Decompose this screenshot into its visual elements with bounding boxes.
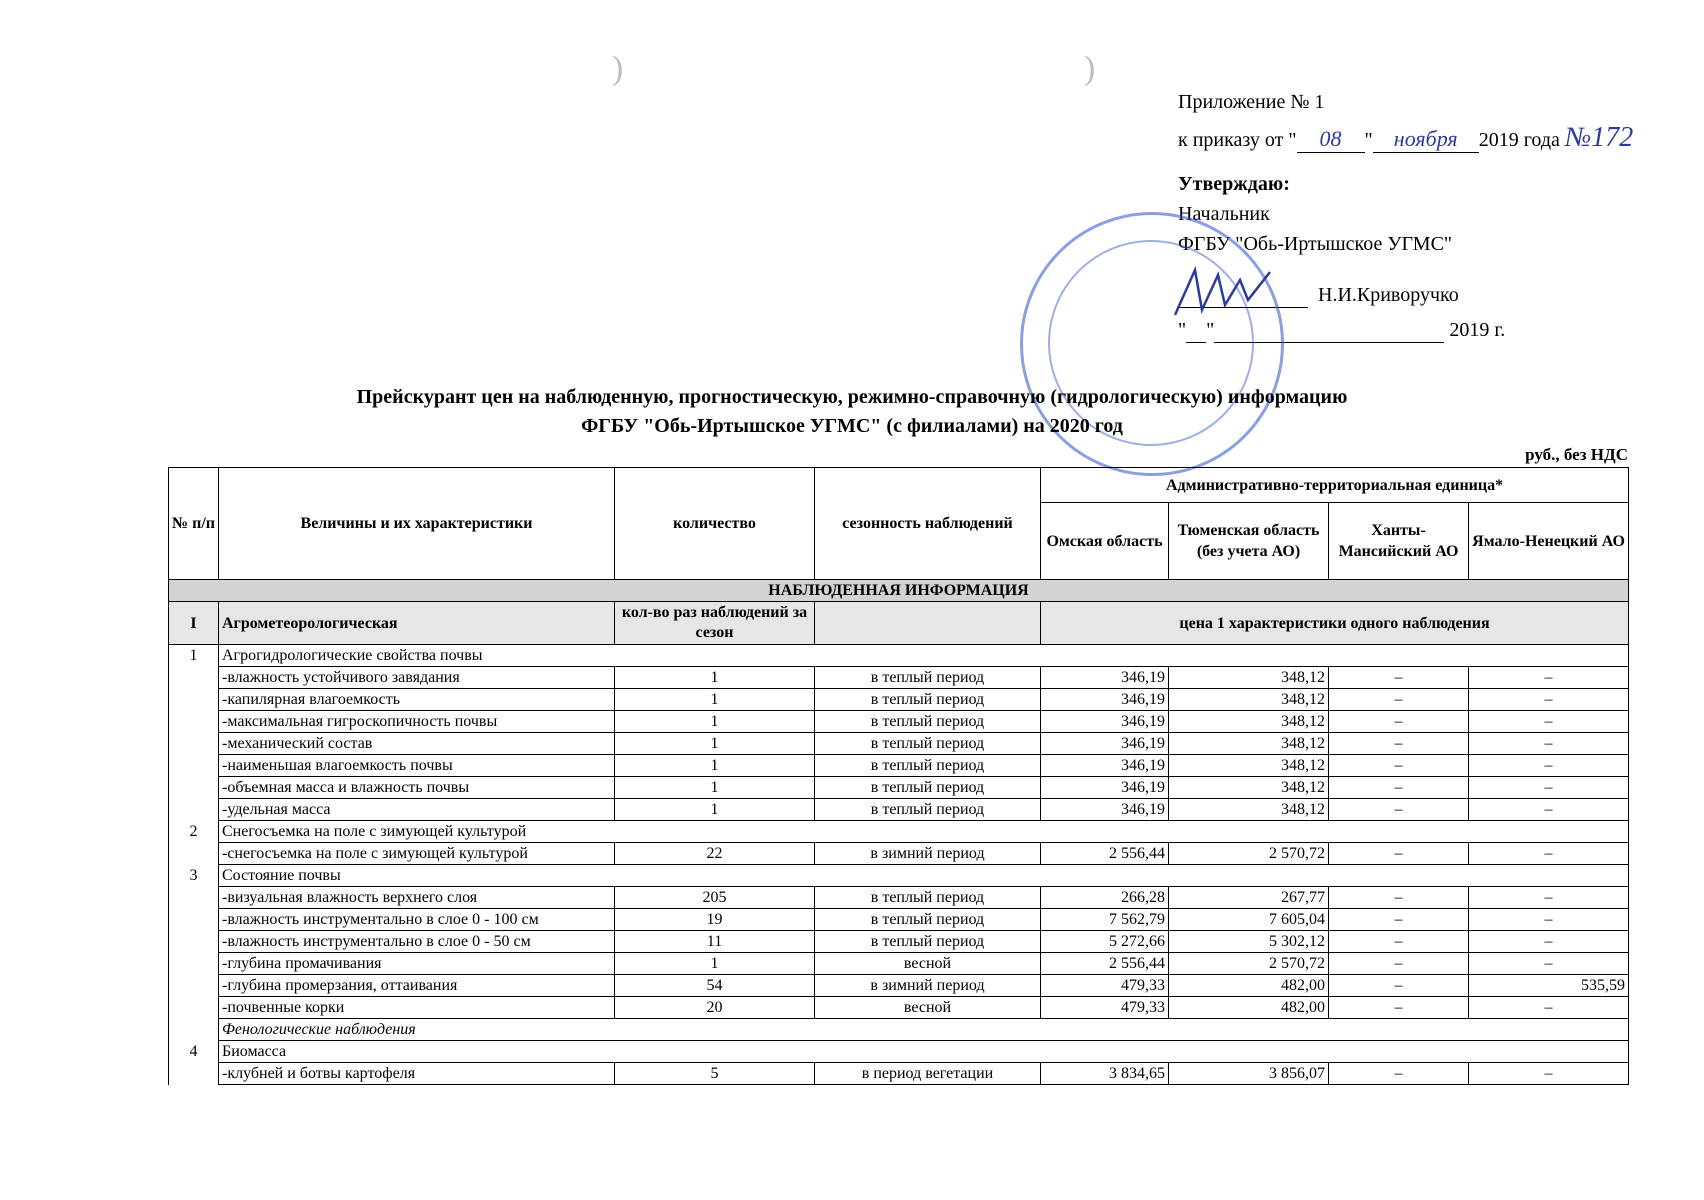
row-num — [169, 953, 219, 975]
row-season: весной — [815, 953, 1041, 975]
date-year: 2019 г. — [1449, 319, 1506, 341]
price-khanty: – — [1329, 667, 1469, 689]
header-num: № п/п — [169, 468, 219, 580]
price-yamal: – — [1469, 887, 1629, 909]
price-khanty: – — [1329, 843, 1469, 865]
table-row — [169, 711, 1629, 733]
price-khanty: – — [1329, 755, 1469, 777]
org-label: ФГБУ "Обь-Иртышское УГМС" — [1178, 233, 1453, 255]
table-row — [169, 931, 1629, 953]
price-khanty: – — [1329, 953, 1469, 975]
row-num — [169, 777, 219, 799]
price-yamal: – — [1469, 931, 1629, 953]
row-name: -объемная масса и влажность почвы — [219, 777, 615, 799]
row-num — [169, 733, 219, 755]
row-num — [169, 931, 219, 953]
price-tyumen: 348,12 — [1169, 733, 1329, 755]
price-yamal: – — [1469, 755, 1629, 777]
price-tyumen: 482,00 — [1169, 975, 1329, 997]
price-yamal: – — [1469, 953, 1629, 975]
subsection-name: Агрометеорологическая — [219, 602, 615, 645]
row-season: в зимний период — [815, 975, 1041, 997]
price-omsk: 7 562,79 — [1041, 909, 1169, 931]
table-row — [169, 1063, 1629, 1085]
price-yamal: – — [1469, 843, 1629, 865]
order-month: ноября — [1393, 126, 1458, 151]
row-num — [169, 711, 219, 733]
row-num — [169, 1019, 219, 1041]
price-khanty: – — [1329, 909, 1469, 931]
price-tyumen: 482,00 — [1169, 997, 1329, 1019]
table-row — [169, 645, 1629, 667]
price-tyumen: 267,77 — [1169, 887, 1329, 909]
header-khanty: Ханты-Мансийский АО — [1329, 503, 1469, 580]
scan-mark: ) — [1084, 50, 1096, 87]
row-count: 1 — [615, 777, 815, 799]
price-omsk: 346,19 — [1041, 689, 1169, 711]
row-count: 5 — [615, 1063, 815, 1085]
order-day: 08 — [1319, 126, 1342, 151]
table-row — [169, 1041, 1629, 1063]
price-omsk: 479,33 — [1041, 997, 1169, 1019]
price-tyumen: 3 856,07 — [1169, 1063, 1329, 1085]
row-season: в теплый период — [815, 777, 1041, 799]
row-season: в теплый период — [815, 689, 1041, 711]
row-season: в теплый период — [815, 733, 1041, 755]
row-count: 1 — [615, 689, 815, 711]
appendix-label: Приложение № 1 — [1178, 91, 1325, 113]
table-row — [169, 799, 1629, 821]
price-yamal: – — [1469, 711, 1629, 733]
table-row — [169, 667, 1629, 689]
price-tyumen: 348,12 — [1169, 799, 1329, 821]
order-line: к приказу от " 08 " ноября 2019 года №172 — [1178, 122, 1634, 153]
row-season: в период вегетации — [815, 1063, 1041, 1085]
row-season: в теплый период — [815, 887, 1041, 909]
group-name: Снегосъемка на поле с зимующей культурой — [219, 821, 1629, 843]
row-count: 54 — [615, 975, 815, 997]
price-omsk: 266,28 — [1041, 887, 1169, 909]
price-omsk: 5 272,66 — [1041, 931, 1169, 953]
subsection-count: кол-во раз наблюдений за сезон — [615, 602, 815, 645]
price-khanty: – — [1329, 975, 1469, 997]
row-num: 2 — [169, 821, 219, 843]
price-omsk: 346,19 — [1041, 667, 1169, 689]
row-name: -механический состав — [219, 733, 615, 755]
price-tyumen: 348,12 — [1169, 667, 1329, 689]
price-omsk: 346,19 — [1041, 755, 1169, 777]
price-omsk: 346,19 — [1041, 733, 1169, 755]
row-count: 11 — [615, 931, 815, 953]
price-khanty: – — [1329, 733, 1469, 755]
group-name: Биомасса — [219, 1041, 1629, 1063]
row-name: -наименьшая влагоемкость почвы — [219, 755, 615, 777]
price-khanty: – — [1329, 1063, 1469, 1085]
row-count: 1 — [615, 953, 815, 975]
row-count: 1 — [615, 733, 815, 755]
price-khanty: – — [1329, 711, 1469, 733]
row-name: -влажность инструментально в слое 0 - 100 см — [219, 909, 615, 931]
group-name: Фенологические наблюдения — [219, 1019, 1629, 1041]
row-num — [169, 667, 219, 689]
currency-unit: руб., без НДС — [1525, 445, 1628, 464]
price-khanty: – — [1329, 887, 1469, 909]
group-name: Состояние почвы — [219, 865, 1629, 887]
price-omsk: 346,19 — [1041, 711, 1169, 733]
row-num: 4 — [169, 1041, 219, 1063]
row-season: весной — [815, 997, 1041, 1019]
header-omsk: Омская область — [1041, 503, 1169, 580]
row-count: 1 — [615, 799, 815, 821]
date-line: " " 2019 г. — [1178, 319, 1506, 341]
price-yamal: – — [1469, 689, 1629, 711]
row-season: в теплый период — [815, 931, 1041, 953]
row-name: -глубина промерзания, оттаивания — [219, 975, 615, 997]
price-tyumen: 348,12 — [1169, 777, 1329, 799]
row-name: -снегосъемка на поле с зимующей культурой — [219, 843, 615, 865]
table-row — [169, 821, 1629, 843]
row-num — [169, 689, 219, 711]
row-num — [169, 887, 219, 909]
row-num — [169, 909, 219, 931]
price-yamal: – — [1469, 997, 1629, 1019]
price-yamal: – — [1469, 799, 1629, 821]
price-tyumen: 2 570,72 — [1169, 953, 1329, 975]
header-count: количество — [615, 468, 815, 580]
price-khanty: – — [1329, 777, 1469, 799]
row-name: -максимальная гигроскопичность почвы — [219, 711, 615, 733]
row-season: в теплый период — [815, 667, 1041, 689]
price-omsk: 2 556,44 — [1041, 843, 1169, 865]
table-row — [169, 975, 1629, 997]
row-season: в теплый период — [815, 799, 1041, 821]
row-num — [169, 975, 219, 997]
price-tyumen: 5 302,12 — [1169, 931, 1329, 953]
price-tyumen: 348,12 — [1169, 711, 1329, 733]
price-khanty: – — [1329, 997, 1469, 1019]
approve-label: Утверждаю: — [1178, 173, 1290, 195]
table-row — [169, 909, 1629, 931]
table-row — [169, 887, 1629, 909]
header-season: сезонность наблюдений — [815, 468, 1041, 580]
price-khanty: – — [1329, 931, 1469, 953]
price-yamal: – — [1469, 777, 1629, 799]
page-title: Прейскурант цен на наблюденную, прогностическую, режимно-справочную (гидрологическую) информацию — [356, 386, 1348, 408]
price-omsk: 2 556,44 — [1041, 953, 1169, 975]
row-num — [169, 843, 219, 865]
price-omsk: 346,19 — [1041, 799, 1169, 821]
row-name: -глубина промачивания — [219, 953, 615, 975]
row-count: 205 — [615, 887, 815, 909]
row-name: -удельная масса — [219, 799, 615, 821]
price-yamal: 535,59 — [1469, 975, 1629, 997]
row-num — [169, 799, 219, 821]
price-tyumen: 7 605,04 — [1169, 909, 1329, 931]
group-name: Агрогидрологические свойства почвы — [219, 645, 1629, 667]
row-num: 3 — [169, 865, 219, 887]
table-row — [169, 777, 1629, 799]
row-count: 22 — [615, 843, 815, 865]
row-name: -почвенные корки — [219, 997, 615, 1019]
row-name: -клубней и ботвы картофеля — [219, 1063, 615, 1085]
price-tyumen: 348,12 — [1169, 689, 1329, 711]
row-num — [169, 1063, 219, 1085]
row-season: в теплый период — [815, 711, 1041, 733]
row-num — [169, 755, 219, 777]
row-count: 20 — [615, 997, 815, 1019]
table-row — [169, 733, 1629, 755]
row-name: -капилярная влагоемкость — [219, 689, 615, 711]
subsection-num: I — [169, 602, 219, 645]
order-number: №172 — [1564, 122, 1634, 153]
price-khanty: – — [1329, 689, 1469, 711]
header-admin-unit: Административно-территориальная единица* — [1041, 468, 1629, 503]
row-num: 1 — [169, 645, 219, 667]
page-subtitle: ФГБУ "Обь-Иртышское УГМС" (с филиалами) на 2020 год — [581, 415, 1123, 437]
row-count: 19 — [615, 909, 815, 931]
row-count: 1 — [615, 667, 815, 689]
row-name: -влажность инструментально в слое 0 - 50 см — [219, 931, 615, 953]
header-yamal: Ямало-Ненецкий АО — [1469, 503, 1629, 580]
signature — [1170, 260, 1280, 330]
table-row — [169, 865, 1629, 887]
price-khanty: – — [1329, 799, 1469, 821]
price-table — [168, 467, 1629, 1085]
table-row — [169, 689, 1629, 711]
price-yamal: – — [1469, 667, 1629, 689]
header-quantity-name: Величины и их характеристики — [219, 468, 615, 580]
position-label: Начальник — [1178, 203, 1270, 225]
row-season: в теплый период — [815, 755, 1041, 777]
table-row — [169, 997, 1629, 1019]
price-yamal: – — [1469, 1063, 1629, 1085]
row-count: 1 — [615, 755, 815, 777]
row-num — [169, 997, 219, 1019]
price-tyumen: 348,12 — [1169, 755, 1329, 777]
section-title: НАБЛЮДЕННАЯ ИНФОРМАЦИЯ — [169, 580, 1629, 602]
table-row — [169, 1019, 1629, 1041]
signer-name: Н.И.Криворучко — [1318, 284, 1459, 306]
header-tyumen: Тюменская область (без учета АО) — [1169, 503, 1329, 580]
price-omsk: 346,19 — [1041, 777, 1169, 799]
scan-mark: ) — [612, 50, 624, 87]
price-omsk: 479,33 — [1041, 975, 1169, 997]
row-season: в теплый период — [815, 909, 1041, 931]
table-row — [169, 843, 1629, 865]
table-row — [169, 755, 1629, 777]
price-tyumen: 2 570,72 — [1169, 843, 1329, 865]
price-omsk: 3 834,65 — [1041, 1063, 1169, 1085]
row-count: 1 — [615, 711, 815, 733]
row-name: -влажность устойчивого завядания — [219, 667, 615, 689]
price-yamal: – — [1469, 733, 1629, 755]
row-name: -визуальная влажность верхнего слоя — [219, 887, 615, 909]
table-row — [169, 953, 1629, 975]
subsection-price: цена 1 характеристики одного наблюдения — [1041, 602, 1629, 645]
price-yamal: – — [1469, 909, 1629, 931]
row-season: в зимний период — [815, 843, 1041, 865]
